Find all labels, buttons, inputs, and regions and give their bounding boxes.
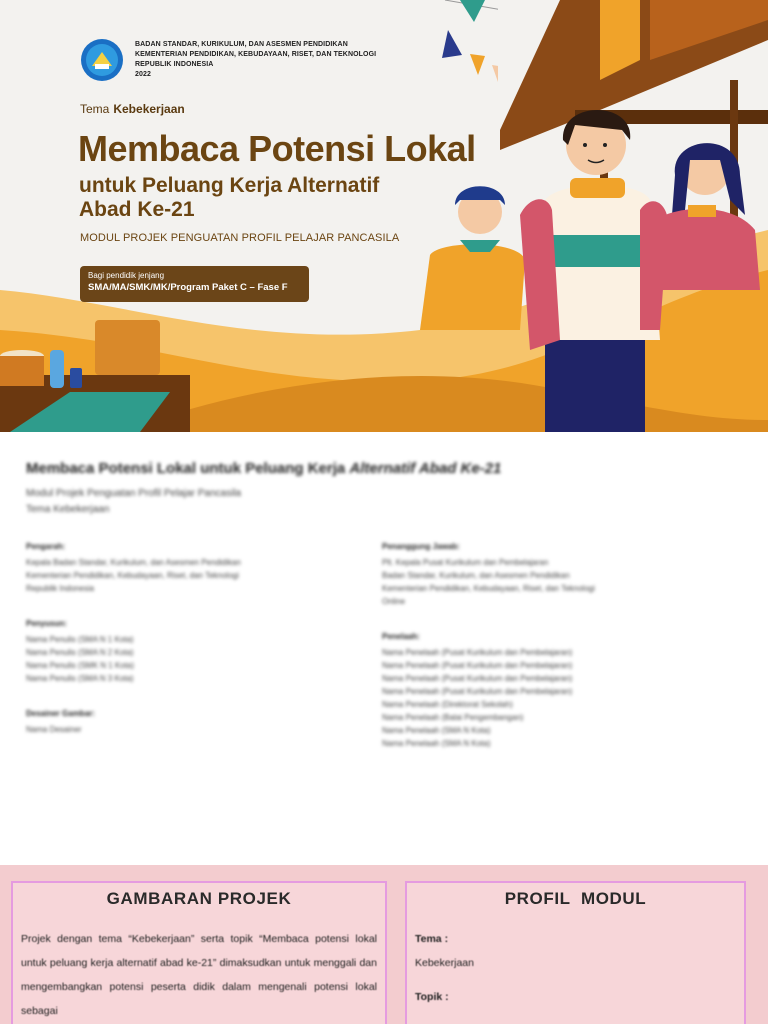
org-line-1: BADAN STANDAR, KURIKULUM, DAN ASESMEN PENDIDIKAN [135,41,348,48]
credit-heading: Penyusun: [26,619,67,628]
imprint-right-column [382,540,732,772]
credit-group [382,630,732,750]
org-line-2: KEMENTERIAN PENDIDIKAN, KEBUDAYAAN, RISET, DAN TEKNOLOGI [135,51,377,58]
profil-tema-value: Kebekerjaan [415,957,474,969]
tema-line [80,102,185,116]
kemdikbud-logo-icon [80,38,124,82]
cover-subtitle-line-1: untuk Peluang Kerja Alternatif [79,174,380,197]
credit-group [26,540,366,595]
credit-line: Nama Penelaah (SMA N Kota) [382,739,491,748]
jenjang-label: Bagi pendidik jenjang [88,271,165,280]
credit-heading: Pengarah: [26,542,66,551]
credit-line: Nama Penelaah (Direktorat Sekolah) [382,700,513,709]
gambaran-projek-title: GAMBARAN PROJEK [106,889,292,908]
credit-line: Kementerian Pendidikan, Kebudayaan, Riset, dan Teknologi [382,584,595,593]
credit-line: Badan Standar, Kurikulum, dan Asesmen Pendidikan [382,571,570,580]
credit-line: Nama Penelaah (Pusat Kurikulum dan Pembelajaran) [382,661,573,670]
imprint-sub-1: Modul Projek Penguatan Profil Pelajar Pancasila [26,488,242,499]
profil-modul-body [407,927,744,1009]
credit-line: Nama Penelaah (SMA N Kota) [382,726,491,735]
credit-heading: Penanggung Jawab: [382,542,460,551]
gambaran-projek-panel [11,881,387,1024]
profil-tema-label: Tema : [415,933,449,945]
credit-line: Nama Penulis (SMK N 1 Kota) [26,661,135,670]
modul-line: MODUL PROJEK PENGUATAN PROFIL PELAJAR PANCASILA [80,232,400,244]
cover-page [0,0,768,432]
credit-line: Nama Penulis (SMA N 2 Kota) [26,648,134,657]
jenjang-value: SMA/MA/SMK/MK/Program Paket C – Fase F [88,282,288,293]
credit-line: Kementerian Pendidikan, Kebudayaan, Riset, dan Teknologi [26,571,239,580]
imprint-subtitle [26,486,241,518]
cover-title: Membaca Potensi Lokal [78,128,476,169]
tema-value: Kebekerjaan [113,102,185,116]
profil-modul-panel [405,881,746,1024]
imprint-title-plain: Membaca Potensi Lokal untuk Peluang Kerja [26,460,350,477]
imprint-title [26,460,501,477]
profil-modul-title: PROFIL MODUL [504,889,647,908]
org-header [80,38,376,82]
credit-line: Nama Penelaah (Balai Pengembangan) [382,713,524,722]
credit-line: Nama Penelaah (Pusat Kurikulum dan Pembelajaran) [382,674,573,683]
module-overview-section [0,865,768,1024]
credit-line: Kepala Badan Standar, Kurikulum, dan Asesmen Pendidikan [26,558,241,567]
imprint-sub-2: Tema Kebekerjaan [26,504,110,515]
gambaran-projek-body: Projek dengan tema “Kebekerjaan” serta topik “Membaca potensi lokal untuk peluang kerja alternatif abad ke-21” dimaksudkan untuk menggali dan mengembangkan potensi peserta didik dalam mengenali potensi lokal sebagai [21,933,377,1017]
credit-line: Nama Penulis (SMA N 3 Kota) [26,674,134,683]
org-line-3: REPUBLIK INDONESIA [135,61,214,68]
credit-group [26,707,366,736]
imprint-left-column [26,540,366,758]
tema-label: Tema [80,102,110,116]
credit-line: Plt. Kepala Pusat Kurikulum dan Pembelajaran [382,558,549,567]
imprint-title-italic: Alternatif Abad Ke-21 [349,460,502,477]
imprint-page [0,432,768,865]
credit-heading: Penelaah: [382,632,420,641]
cover-subtitle-line-2: Abad Ke-21 [79,198,195,221]
profil-topik-label: Topik : [415,991,449,1003]
org-line-4: 2022 [135,71,151,78]
credit-line: Republik Indonesia [26,584,95,593]
cover-subtitle [79,174,409,222]
credit-line: Nama Penulis (SMA N 1 Kota) [26,635,134,644]
credit-group [382,540,732,608]
credit-group [26,617,366,685]
credit-heading: Desainer Gambar: [26,709,95,718]
credit-line: Nama Penelaah (Pusat Kurikulum dan Pembelajaran) [382,648,573,657]
credit-line: Online [382,597,406,606]
jenjang-box [80,266,309,302]
credit-line: Nama Penelaah (Pusat Kurikulum dan Pembelajaran) [382,687,573,696]
credit-line: Nama Desainer [26,725,82,734]
